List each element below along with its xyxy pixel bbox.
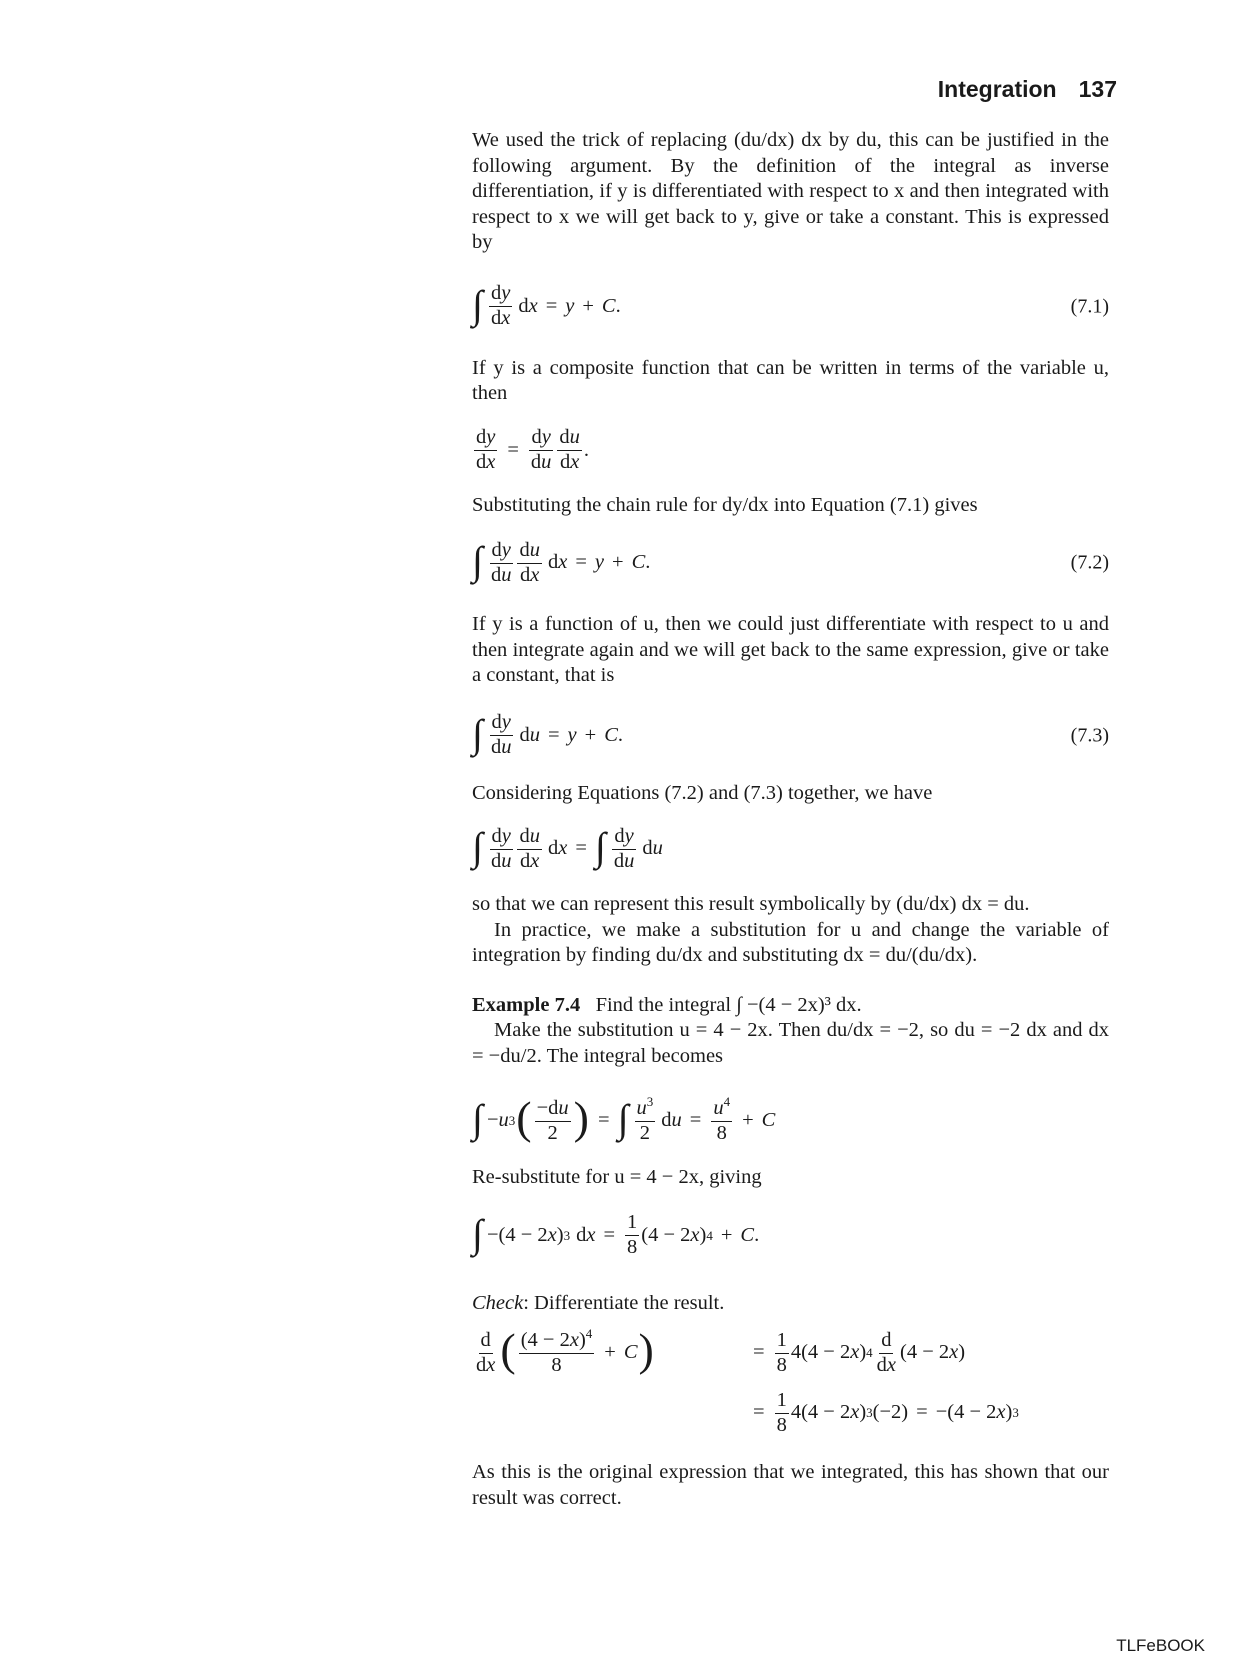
equation-number-7-2: (7.2) — [1070, 551, 1109, 574]
equation-7-1: ∫ $\frac{dy}{dx}$ dx = y + C . (7.1) — [472, 281, 1109, 329]
paragraph-3: Substituting the chain rule for dy/dx into Equation (7.1) gives — [472, 493, 978, 516]
chapter-title: Integration — [937, 76, 1057, 102]
resubstitute-text: Re-substitute for u = 4 − 2x, giving — [472, 1166, 762, 1188]
check-text: : Differentiate the result. — [523, 1291, 725, 1314]
page-number: 137 — [1078, 76, 1117, 102]
paragraph-5: Considering Equations (7.2) and (7.3) together, we have — [472, 781, 933, 804]
example-heading — [472, 993, 1109, 1019]
result-equation: ∫ −(4 − 2 x ) 3 dx = $\frac{1}{8}$ (4 − 2 x ) 4 + C . — [472, 1210, 760, 1258]
paragraph-4: If y is a function of u, then we could just differentiate with respect to u and then integrate again and we will get back to the same expression, give or take a constant, that is — [472, 613, 1109, 686]
example-label: Example 7.4 — [472, 993, 581, 1016]
chain-rule-equation: $\frac{dy}{dx}$ = $\frac{dy}{du}$ $\frac{du}{dx}$ . — [476, 426, 590, 473]
check-label: Check — [472, 1291, 524, 1314]
paragraph-2: If y is a composite function that can be written in terms of the variable u, then — [472, 356, 1109, 404]
paragraph-1: We used the trick of replacing (du/dx) dx by du, this can be justified in the following argument. By the definition of the integral as inverse differentiation, if y is differentiated with respect to x and then integrated with respect to x we will get back to y, give or take a constant. This is expressed by — [472, 129, 1109, 253]
paragraph-7: In practice, we make a substitution for u and change the variable of integration by finding du/dx and substituting dx = du/(du/dx). — [472, 918, 1109, 966]
check-paragraph — [472, 1291, 1109, 1317]
equation-7-2: ∫ $\frac{dy}{du}$ $\frac{du}{dx}$ dx = y + C . (7.2) — [472, 538, 1109, 586]
paragraph-6: so that we can represent this result symbolically by (du/dx) dx = du. — [472, 893, 1030, 915]
combined-equation: ∫ $\frac{dy}{du}$ $\frac{du}{dx}$ dx = ∫ $\frac{dy}{du}$ du — [472, 824, 663, 872]
substituted-integral: ∫ − u 3 ( $\frac{-du}{2}$ ) = ∫ $\frac{u^3}{2}$ du = $\frac{u^4}{8}$ + C — [472, 1092, 776, 1144]
footer-watermark: TLFeBOOK — [1116, 1636, 1205, 1655]
equation-7-3: ∫ $\frac{dy}{du}$ du = y + C . (7.3) — [472, 710, 1109, 758]
example-prompt: Find the integral ∫ −(4 − 2x)³ dx. — [595, 993, 862, 1016]
equation-number-7-3: (7.3) — [1070, 723, 1109, 746]
conclusion-paragraph: As this is the original expression that we integrated, this has shown that our result was correct. — [472, 1461, 1109, 1509]
check-derivation: $\frac{d}{dx}$ ( $\frac{(4 - 2x)^4}{8}$ + C ) = $\frac{1}{8}$ 4(4 − 2 x ) 4 $\frac{d}{dx}$ (4 − 2 x ) = $\frac{1}{8}$ 4(4 − 2 x ) 3 (−2) = −(4 − 2 x ) 3 — [476, 1324, 1019, 1436]
example-text-1: Make the substitution u = 4 − 2x. Then du/dx = −2, so du = −2 dx and dx = −du/2. The integral becomes — [472, 1019, 1109, 1067]
running-head — [938, 76, 1117, 103]
page-content — [472, 128, 1109, 1511]
equation-number-7-1: (7.1) — [1070, 294, 1109, 317]
